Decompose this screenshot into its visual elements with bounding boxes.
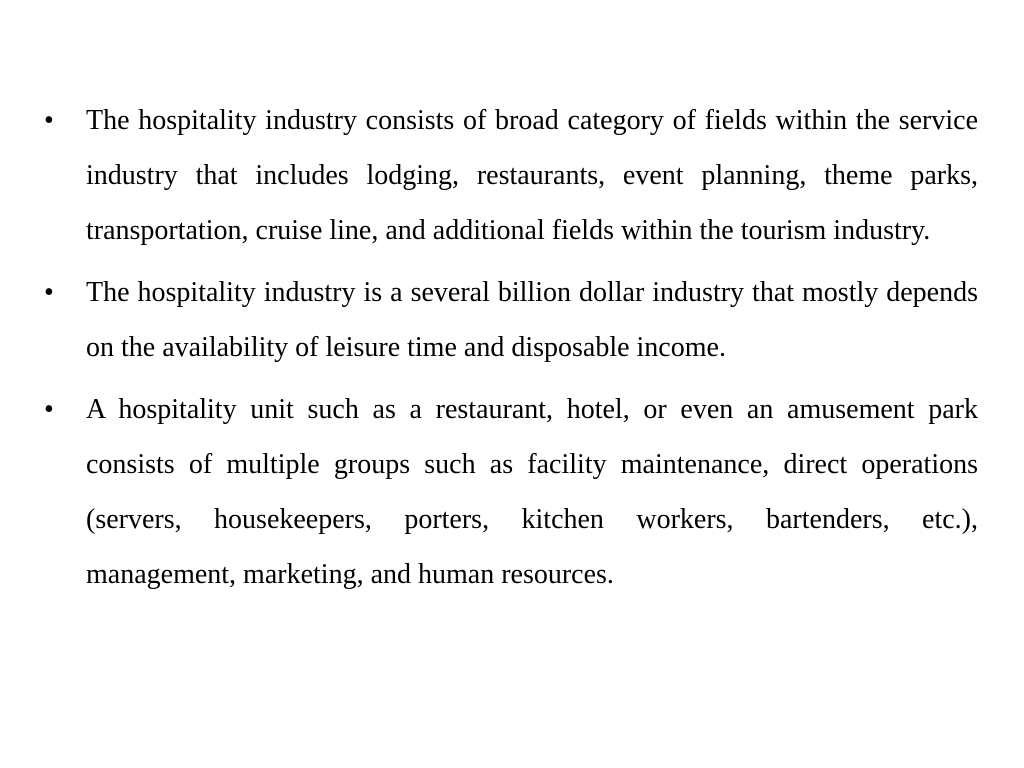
bullet-text: A hospitality unit such as a restaurant, hotel, or even an amusement park consists of multiple groups such as facility maintenance, direct operations (servers, housekeepers, porters, kitchen workers, bartenders, etc.), management, marketing, and human resources. <box>86 394 978 590</box>
bullet-item-hospitality-unit <box>40 382 978 602</box>
bullet-icon: • <box>44 105 54 136</box>
bullet-icon: • <box>44 394 54 425</box>
bullet-list <box>40 93 978 609</box>
bullet-text: The hospitality industry consists of broad category of fields within the service industry that includes lodging, restaurants, event planning, theme parks, transportation, cruise line, and additional fields within the tourism industry. <box>86 105 978 246</box>
bullet-item-industry-value <box>40 265 978 375</box>
bullet-item-hospitality-definition <box>40 93 978 258</box>
bullet-text: The hospitality industry is a several billion dollar industry that mostly depends on the availability of leisure time and disposable income. <box>86 277 978 363</box>
bullet-icon: • <box>44 277 54 308</box>
